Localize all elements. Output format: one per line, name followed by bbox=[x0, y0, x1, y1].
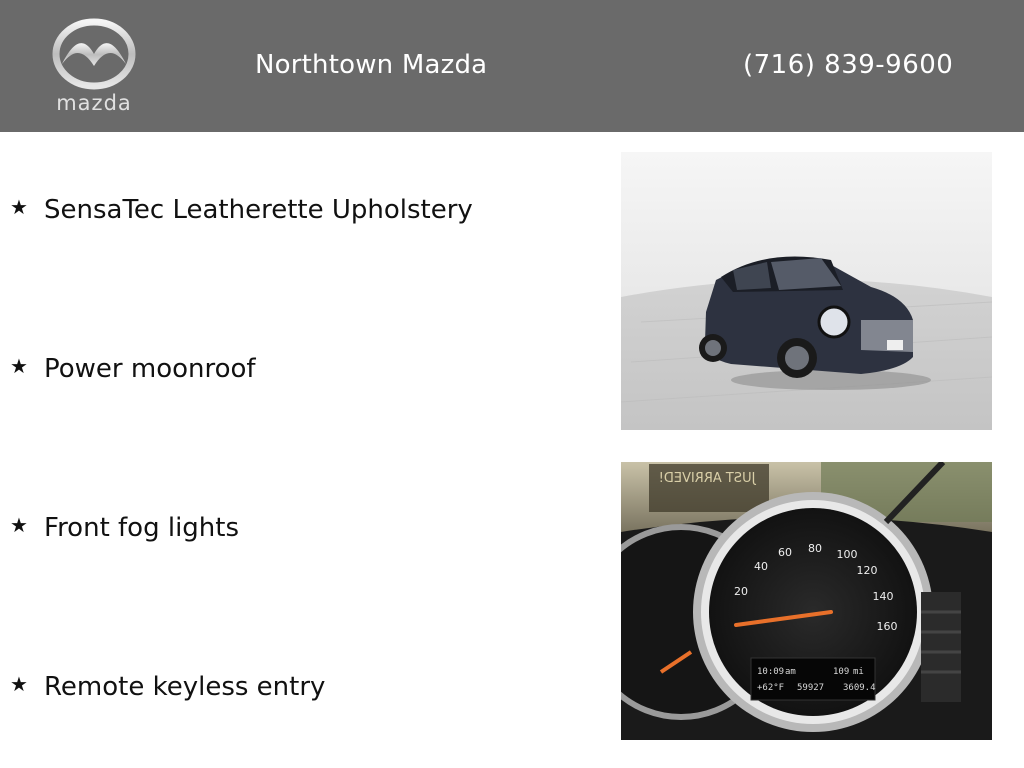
svg-text:mi: mi bbox=[853, 667, 864, 677]
svg-text:160: 160 bbox=[876, 620, 898, 633]
clock-readout: 10:09 bbox=[757, 667, 785, 677]
feature-label: Remote keyless entry bbox=[44, 672, 326, 702]
feature-item bbox=[10, 195, 473, 225]
windshield-sign: JUST ARRIVED! bbox=[658, 471, 756, 486]
mazda-emblem-icon bbox=[40, 16, 148, 116]
odometer-readout: 59927 bbox=[797, 683, 825, 693]
car-exterior-photo[interactable] bbox=[621, 152, 992, 430]
dealer-name[interactable]: Northtown Mazda bbox=[255, 50, 488, 80]
feature-label: Front fog lights bbox=[44, 513, 240, 543]
svg-text:40: 40 bbox=[754, 560, 768, 573]
svg-text:60: 60 bbox=[778, 546, 792, 559]
feature-label: SensaTec Leatherette Upholstery bbox=[44, 195, 473, 225]
svg-text:100: 100 bbox=[836, 548, 858, 561]
svg-text:120: 120 bbox=[856, 564, 878, 577]
svg-text:140: 140 bbox=[872, 590, 894, 603]
svg-text:80: 80 bbox=[808, 542, 822, 555]
mazda-wordmark: mazda bbox=[56, 91, 132, 115]
feature-item bbox=[10, 672, 325, 702]
mazda-logo[interactable] bbox=[40, 16, 148, 116]
star-icon: ★ bbox=[10, 513, 28, 537]
header-bar bbox=[0, 0, 1024, 132]
svg-text:am: am bbox=[785, 667, 796, 677]
feature-item bbox=[10, 513, 239, 543]
star-icon: ★ bbox=[10, 195, 28, 219]
svg-text:20: 20 bbox=[734, 585, 748, 598]
star-icon: ★ bbox=[10, 354, 28, 378]
feature-label: Power moonroof bbox=[44, 354, 256, 384]
feature-item bbox=[10, 354, 256, 384]
star-icon: ★ bbox=[10, 672, 28, 696]
range-readout: 109 bbox=[833, 667, 850, 677]
temp-readout: +62°F bbox=[757, 683, 785, 693]
gauge-cluster-photo[interactable] bbox=[621, 462, 992, 740]
dealer-phone[interactable]: (716) 839-9600 bbox=[743, 50, 954, 80]
trip-readout: 3609.4 bbox=[843, 683, 876, 693]
